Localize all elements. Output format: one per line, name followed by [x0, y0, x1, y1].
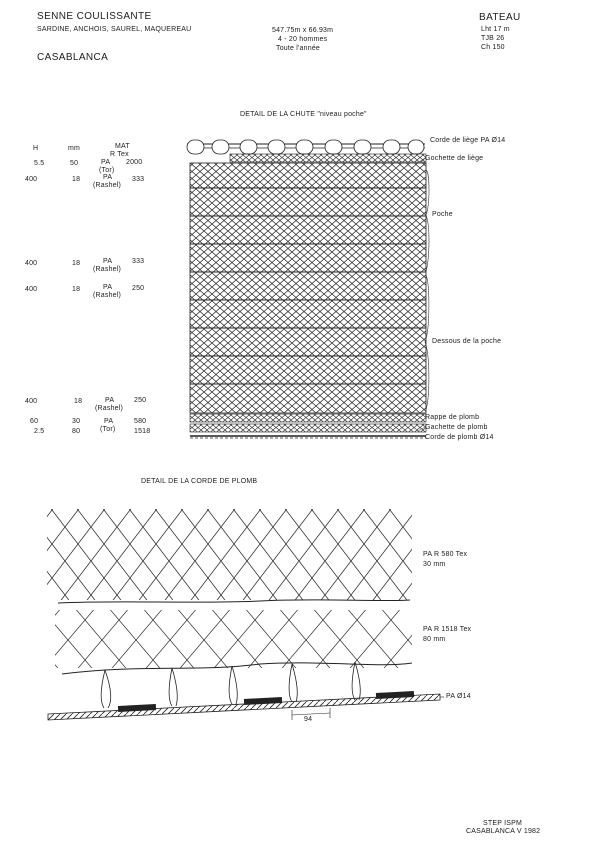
row-rtex: 250 [134, 397, 147, 404]
bag-label: Poche [432, 211, 453, 218]
dimension-label: 94 [304, 716, 313, 723]
col-header-rtex: R Tex [110, 151, 129, 158]
row-mm: 18 [72, 176, 81, 183]
row-mat: PA [103, 258, 113, 265]
row-h: 400 [25, 286, 38, 293]
boat-power: Ch 150 [481, 44, 505, 51]
row-mat2: (Tor) [99, 167, 115, 174]
title: SENNE COULISSANTE [37, 11, 152, 22]
species: SARDINE, ANCHOIS, SAUREL, MAQUEREAU [37, 26, 192, 33]
lead-line [190, 436, 426, 438]
lead-selvedge-2 [190, 424, 426, 432]
row-h: 400 [25, 260, 38, 267]
footer-org: STEP ISPM [483, 820, 523, 827]
row-h: 400 [25, 398, 38, 405]
row-mm: 50 [70, 160, 79, 167]
row-rtex: 333 [132, 258, 145, 265]
row-h: 60 [30, 418, 39, 425]
row-mat: PA [103, 174, 113, 181]
lead-selvedge-1 [190, 414, 426, 422]
footer-place-year: CASABLANCA V 1982 [466, 828, 541, 835]
row-mat2: (Rashel) [93, 266, 122, 273]
row-rtex: 2000 [126, 159, 143, 166]
lead-rope [48, 691, 440, 720]
rope-label: PA Ø14 [446, 693, 471, 700]
row-mat: PA [103, 284, 113, 291]
location: CASABLANCA [37, 52, 109, 63]
row-h: 2.5 [34, 428, 45, 435]
row-rtex: 1518 [134, 428, 151, 435]
upper-mesh-size: 30 mm [423, 561, 446, 568]
lead-selvedge-2-label: Gachette de plomb [425, 424, 488, 431]
upper-mesh-spec: PA R 580 Tex [423, 551, 468, 558]
section2-title: DETAIL DE LA CORDE DE PLOMB [141, 478, 258, 485]
row-mat: PA [105, 397, 115, 404]
row-mat2: (Rashel) [95, 405, 124, 412]
row-mm: 18 [74, 398, 83, 405]
section1-title: DETAIL DE LA CHUTE "niveau poche" [240, 111, 367, 118]
boat-length: Lht 17 m [481, 26, 510, 33]
bag-bracket [426, 170, 429, 272]
crew: 4 - 20 hommes [278, 36, 328, 43]
row-mm: 80 [72, 428, 81, 435]
float-line-label: Corde de liège PA Ø14 [430, 137, 506, 144]
boat-title: BATEAU [479, 12, 521, 23]
row-mat: PA [104, 418, 114, 425]
lower-mesh [55, 610, 412, 668]
row-h: 400 [25, 176, 38, 183]
row-mat2: (Tor) [100, 426, 116, 433]
float-selvedge [230, 154, 426, 162]
net-dimensions: 547.75m x 66.93m [272, 27, 334, 34]
row-mm: 30 [72, 418, 81, 425]
lower-mesh-spec: PA R 1518 Tex [423, 626, 472, 633]
row-mm: 18 [72, 286, 81, 293]
row-mat2: (Rashel) [93, 292, 122, 299]
upper-mesh [47, 509, 412, 600]
net-mesh-panel [190, 163, 426, 413]
cork-floats [187, 140, 424, 154]
row-h: 5.5 [34, 160, 45, 167]
season: Toute l'année [276, 45, 321, 52]
lead-line-label: Corde de plomb Ø14 [425, 434, 494, 441]
row-mat: PA [101, 159, 111, 166]
row-rtex: 580 [134, 418, 147, 425]
row-rtex: 250 [132, 285, 145, 292]
under-bag-label: Dessous de la poche [432, 338, 502, 345]
row-mat2: (Rashel) [93, 182, 122, 189]
row-rtex: 333 [132, 176, 145, 183]
row-mm: 18 [72, 260, 81, 267]
lower-mesh-size: 80 mm [423, 636, 446, 643]
float-selvedge-label: Gochette de liège [425, 155, 484, 162]
col-header-mm: mm [68, 145, 81, 152]
col-header-h: H [33, 145, 39, 152]
selvedge-line [58, 600, 410, 603]
boat-tonnage: TJB 26 [481, 35, 505, 42]
lead-selvedge-1-label: Rappe de plomb [425, 414, 480, 421]
col-header-mat: MAT [115, 143, 130, 150]
